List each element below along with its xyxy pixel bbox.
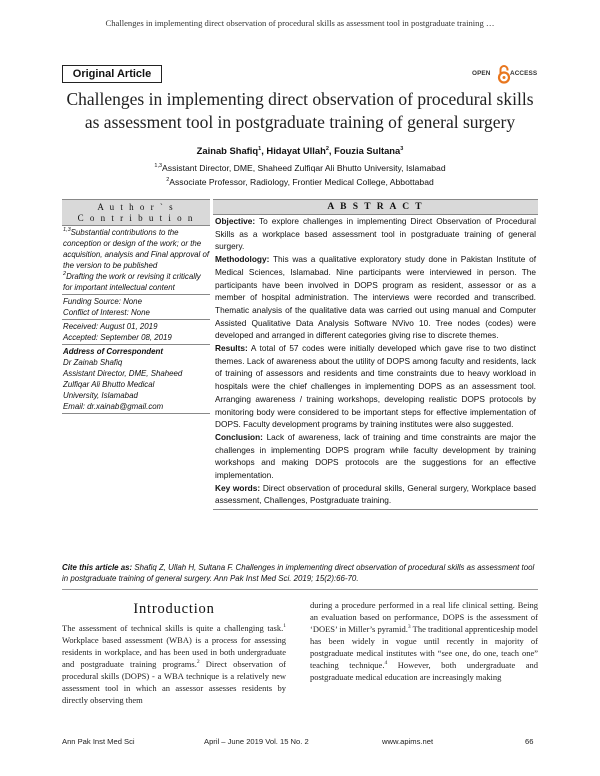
abstract-objective: [215, 215, 536, 253]
abstract-conclusion: [215, 431, 536, 482]
author-sup: 2: [325, 146, 329, 152]
body-column-left: [62, 622, 286, 706]
running-header: Challenges in implementing direct observation of procedural skills as assessment tool in postgraduate training …: [105, 18, 495, 28]
received-date: Received: August 01, 2019: [63, 322, 158, 331]
author-sup: 1: [258, 146, 262, 152]
abstract-results: [215, 342, 536, 431]
abstract-divider: [213, 509, 538, 510]
footer-page-number: 66: [525, 737, 534, 746]
open-access-badge: [470, 64, 540, 88]
contribution-sup: 1,3: [63, 227, 71, 233]
correspondence-address-line: University, Islamabad: [63, 391, 138, 400]
abstract-box: [213, 199, 538, 510]
body-text: The assessment of technical skills is quite a challenging task.: [62, 623, 284, 633]
abstract-label: Methodology:: [215, 254, 270, 265]
correspondence-section: [62, 345, 210, 414]
abstract-label: Key words:: [215, 482, 261, 493]
footer-website: www.apims.net: [382, 737, 434, 746]
body-text: However, both undergraduate and postgraduate medical education are increasingly making: [310, 660, 538, 682]
body-paragraph: [310, 599, 538, 683]
contribution-2: [63, 271, 210, 293]
reference-sup: 3: [407, 624, 411, 630]
contribution-text: Drafting the work or revising it critically for important intellectual content: [63, 272, 201, 292]
contribution-sup: 2: [63, 271, 67, 277]
abstract-keywords: [215, 482, 536, 507]
affiliation-2: [0, 177, 600, 187]
open-access-word-access: ACCESS: [510, 70, 538, 77]
reference-sup: 2: [196, 659, 200, 665]
affiliation-1: [0, 163, 600, 173]
accepted-date: Accepted: September 08, 2019: [63, 333, 172, 342]
contribution-1: [63, 227, 210, 271]
affiliation-sup: 1,3: [154, 163, 163, 169]
correspondence-address-line: Assistant Director, DME, Shaheed: [63, 369, 183, 378]
abstract-text: Direct observation of procedural skills, General surgery, Workplace based assessment, Challenges, Postgraduate training.: [215, 482, 536, 506]
body-paragraph: [62, 622, 286, 706]
open-access-lock-icon: [497, 64, 511, 84]
citation-note: [62, 562, 538, 584]
citation-divider: [62, 589, 538, 590]
author-sup: 3: [400, 146, 404, 152]
article-title-line-2: as assessment tool in postgraduate training of general surgery: [84, 112, 516, 132]
contributions-section: [62, 226, 210, 295]
funding-source: Funding Source: None: [63, 297, 142, 306]
sidebar-heading: [62, 199, 210, 226]
body-text: during a procedure performed in a real life clinical setting. Being an evaluation based on performance, DOPS is the assessment of ‘DOES’ in Miller’s pyramid.: [310, 600, 538, 634]
abstract-body: [213, 215, 538, 507]
abstract-text: Lack of awareness, lack of training and time constraints are major the challenges in implementing DOPS program while faculty development by training workshops and making DOPS protocols are the suggestions for an effective implementation.: [215, 431, 536, 481]
abstract-label: Results:: [215, 343, 248, 354]
body-text: Workplace based assessment (WBA) is a process for assessing residents in workplace, and has been used in both undergraduate and postgraduate training programs.: [62, 635, 286, 669]
body-column-right: [310, 599, 538, 683]
abstract-text: This was a qualitative exploratory study done in Pakistan Institute of Medical Sciences, Islamabad. Nine participants were interviewed in person. The participants have been involved in DOPS program as resident, assessor or as a member of hospital administration. The interviews were recorded and transcribed. Thematic analysis of the qualitative data was carried out using manual and Computer Assisted Qualitative Data Analysis Software NVivo 10. Tree nodes (codes) were developed and arranged in different categories giving rise to discrete themes.: [215, 254, 536, 341]
author-name: Hidayat Ullah: [266, 145, 326, 156]
reference-sup: 1: [283, 623, 286, 629]
body-text: Direct observation of procedural skills (DOPS) - a WBA technique is a relatively new assessment tool in which an assessor assesses residents by directly observing them: [62, 659, 286, 705]
correspondence-address-line: Zulfiqar Ali Bhutto Medical: [63, 380, 155, 389]
open-access-word-open: OPEN: [472, 70, 491, 77]
conflict-of-interest: Conflict of Interest: None: [63, 308, 150, 317]
article-type-label: Original Article: [62, 65, 162, 83]
abstract-text: To explore challenges in implementing Direct Observation of Procedural Skills as a workplace based assessment tool in postgraduate training of general surgery.: [215, 216, 536, 252]
funding-section: [62, 295, 210, 320]
citation-label: Cite this article as:: [62, 563, 133, 572]
author-name: Zainab Shafiq: [196, 145, 259, 156]
abstract-methodology: [215, 253, 536, 342]
affiliation-sup: 2: [166, 177, 170, 183]
sidebar-heading-line-1: A u t h o r ` s: [97, 202, 175, 212]
footer-journal: Ann Pak Inst Med Sci: [62, 737, 135, 746]
author-list: Zainab Shafiq$^1$, Hidayat Ullah$^2$, Fouzia Sultana$^3$: [196, 145, 404, 156]
article-title: [40, 88, 560, 134]
contribution-text: Substantial contributions to the conception or design of the work; or the acquisition, analysis and Final approval of the version to be published: [63, 228, 210, 270]
abstract-heading: A B S T R A C T: [213, 199, 538, 215]
correspondence-label: Address of Correspondent: [63, 347, 163, 356]
body-text: The traditional apprenticeship model has been widely in vogue until recently in majority of postgraduate medical institutes with “see one, do one, teach one” teaching technique.: [310, 624, 538, 670]
affiliation-text: Associate Professor, Radiology, Frontier Medical College, Abbottabad: [169, 177, 434, 187]
introduction-heading: Introduction: [133, 601, 215, 617]
reference-sup: 4: [384, 660, 388, 666]
footer-issue: April – June 2019 Vol. 15 No. 2: [204, 737, 309, 746]
citation-text: Shafiq Z, Ullah H, Sultana F. Challenges in implementing direct observation of procedural skills as assessment tool in postgraduate training of general surgery. Ann Pak Inst Med Sci. 2019; 15(2):66-70.: [62, 563, 535, 583]
dates-section: [62, 320, 210, 345]
author-name: Fouzia Sultana: [334, 145, 401, 156]
article-title-line-1: Challenges in implementing direct observation of procedural skills: [66, 89, 534, 109]
sidebar-heading-line-2: C o n t r i b u t i o n: [77, 213, 195, 223]
abstract-label: Objective:: [215, 216, 256, 226]
abstract-label: Conclusion:: [215, 431, 263, 442]
author-contribution-sidebar: [62, 199, 210, 414]
abstract-text: A total of 57 codes were initially developed which gave rise to two distinct themes. Lack of awareness about the utility of DOPS among faculty and residents, lack of training of assessors and residents and time constraints due to heavy workload in hospitals were the chief challenges in implementing DOPS as an assessment tool. Arranging awareness / training workshops, developing realistic DOPS protocols by monitoring body were considered to be important steps for effective implementation of DOPS. Faculty development programs by training institutes were also suggested.: [215, 343, 536, 430]
correspondence-email: Email: dr.xainab@gmail.com: [63, 402, 164, 411]
affiliation-text: Assistant Director, DME, Shaheed Zulfiqar Ali Bhutto University, Islamabad: [162, 163, 446, 173]
correspondence-name: Dr Zainab Shafiq: [63, 358, 123, 367]
